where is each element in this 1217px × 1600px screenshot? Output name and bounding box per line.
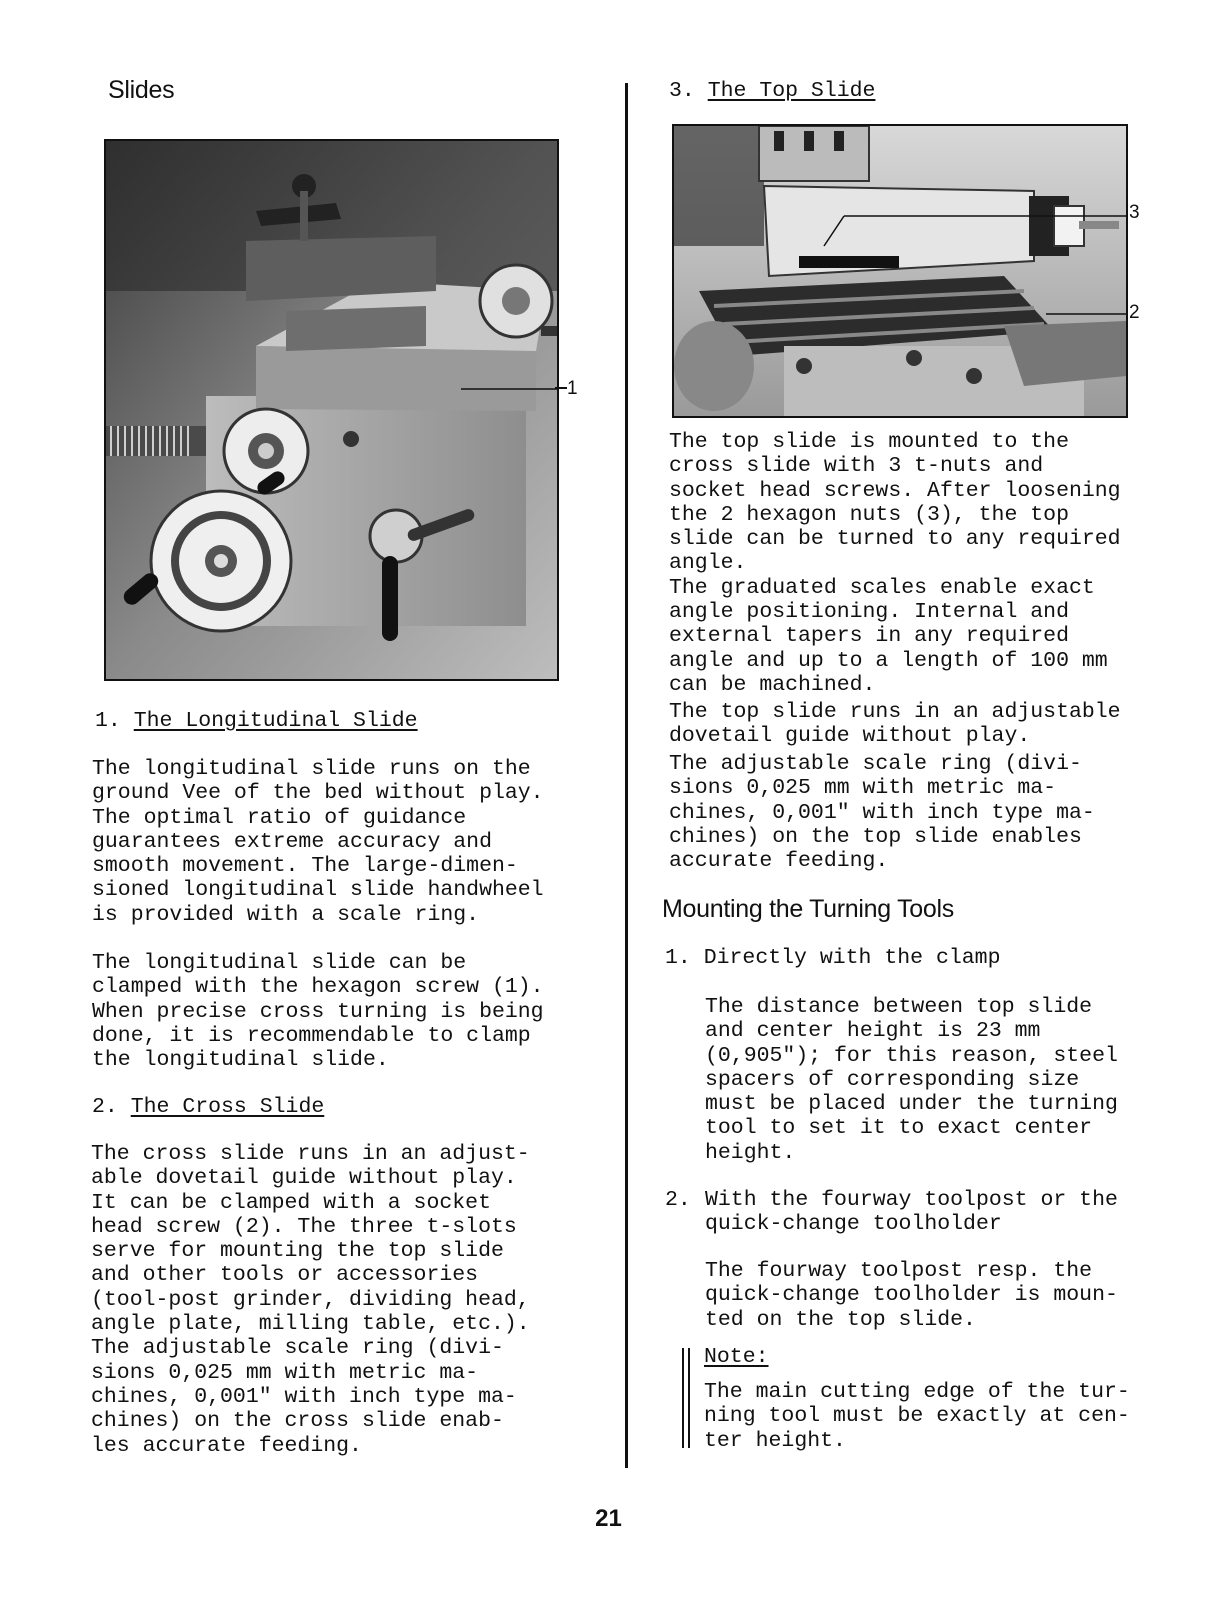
lathe-carriage-illustration [106, 141, 557, 679]
list-item-1-title [665, 946, 1000, 970]
section-3-title [669, 79, 875, 103]
callout-2: 2 [1129, 302, 1140, 323]
top-slide-paragraph-2: The top slide runs in an adjustable dovetail guide without play. [669, 700, 1121, 749]
top-slide-illustration [674, 126, 1126, 416]
top-slide-paragraph-3: The adjustable scale ring (divi- sions 0,025 mm with metric ma- chines, 0,001" with inch type ma- chines) on the top slide enables accurate feeding. [669, 752, 1095, 874]
section-2-title [92, 1095, 324, 1119]
list-item-2-number: 2. [665, 1188, 691, 1212]
section-1-title-text: The Longitudinal Slide [133, 709, 418, 733]
section-heading-slides: Slides [108, 76, 175, 104]
column-divider [625, 83, 628, 1468]
callout-1: 1 [567, 378, 578, 399]
top-slide-paragraph-1: The top slide is mounted to the cross slide with 3 t-nuts and socket head screws. After loosening the 2 hexagon nuts (3), the top slide can be turned to any required angle. The graduated scales enable exact angle positioning. Internal and external tapers in any required angle and up to a length of 100 mm can be machined. [669, 430, 1121, 697]
longitudinal-slide-paragraph-2: The longitudinal slide can be clamped with the hexagon screw (1). When precise cross turning is being done, it is recommendable to clamp the longitudinal slide. [92, 951, 544, 1073]
callout-1-leader [555, 387, 567, 389]
section-3-title-text: The Top Slide [707, 79, 876, 103]
callout-3: 3 [1129, 202, 1140, 223]
list-item-1-number: 1. [665, 946, 691, 970]
section-heading-mounting-tools: Mounting the Turning Tools [662, 895, 954, 923]
longitudinal-slide-paragraph-1: The longitudinal slide runs on the ground Vee of the bed without play. The optimal ratio of guidance guarantees extreme accuracy and smooth movement. The large-dimen- sioned longitudinal slide handwheel is provided with a scale ring. [92, 757, 544, 927]
section-2-title-text: The Cross Slide [130, 1095, 325, 1119]
section-1-title [95, 709, 418, 733]
cross-slide-paragraph: The cross slide runs in an adjust- able dovetail guide without play. It can be clamped with a socket head screw (2). The three t-slots serve for mounting the top slide and other tools or accessories (tool-post grinder, dividing head, angle plate, milling table, etc.). The adjustable scale ring (divi- sions 0,025 mm with metric ma- chines, 0,001" with inch type ma- chines) on the cross slide enab- les accurate feeding. [91, 1142, 530, 1458]
longitudinal-slide-photo [104, 139, 559, 681]
list-item-1-title-text: Directly with the clamp [703, 946, 1001, 970]
section-2-number: 2. [92, 1095, 118, 1119]
section-1-number: 1. [95, 709, 121, 733]
note-label: Note: [704, 1345, 769, 1369]
list-item-2-body: The fourway toolpost resp. the quick-change toolholder is moun- ted on the top slide. [705, 1259, 1118, 1332]
top-slide-photo [672, 124, 1128, 418]
note-body: The main cutting edge of the tur- ning tool must be exactly at cen- ter height. [704, 1380, 1130, 1453]
list-item-2-title: With the fourway toolpost or the quick-change toolholder [705, 1188, 1118, 1237]
page-number: 21 [595, 1505, 622, 1532]
section-3-number: 3. [669, 79, 695, 103]
note-bar-outer [682, 1348, 684, 1448]
list-item-1-body: The distance between top slide and center height is 23 mm (0,905"); for this reason, steel spacers of corresponding size must be placed under the turning tool to set it to exact center height. [705, 995, 1118, 1165]
note-bar-inner [688, 1348, 690, 1448]
